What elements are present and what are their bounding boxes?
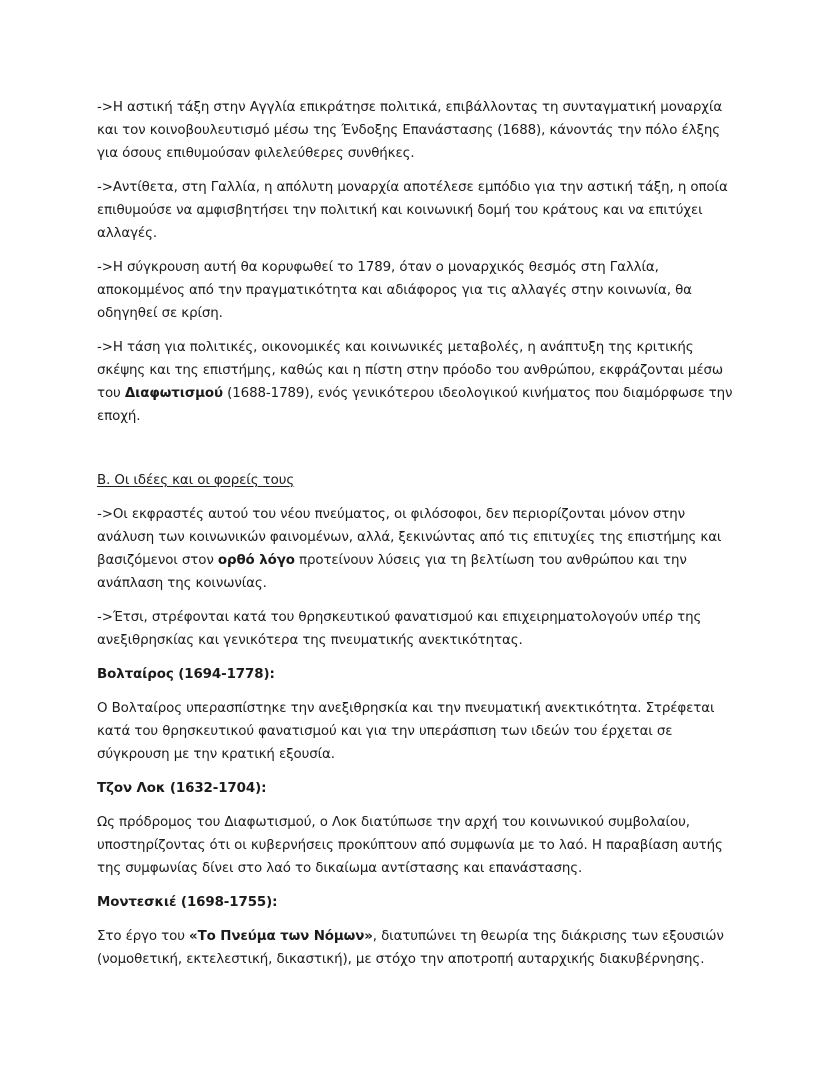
paragraph-france: [97, 176, 737, 245]
paragraph-enlightenment-text-start: ->Η τάση για πολιτικές, οικονομικές και κοινωνικές μεταβολές, η ανάπτυξη της κριτικής σκέψης και της επιστήμης, καθώς και η πίστη στην πρόοδο του ανθρώπου, εκφράζονται μέσω του: [97, 340, 723, 401]
paragraph-enlightenment: [97, 336, 737, 428]
paragraph-philosophers-text-end: προτείνουν λύσεις για τη βελτίωση του ανθρώπου και την ανάπλαση της κοινωνίας.: [97, 553, 687, 591]
montesquieu-text-end: , διατυπώνει τη θεωρία της διάκρισης των εξουσιών (νομοθετική, εκτελεστική, δικαστική), με στόχο την αποτροπή αυταρχικής διακυβέρνησης.: [97, 929, 724, 967]
document-page: [97, 96, 737, 982]
paragraph-tolerance: [97, 606, 737, 652]
enlightenment-term: Διαφωτισμού: [124, 386, 223, 401]
locke-text: Ως πρόδρομος του Διαφωτισμού, ο Λοκ διατύπωσε την αρχή του κοινωνικού συμβολαίου, υποστηρίζοντας ότι οι κυβερνήσεις προκύπτουν από συμφωνία με το λαό. Η παραβίαση αυτής της συμφωνίας δίνει στο λαό το δικαίωμα αντίστασης και επανάστασης.: [97, 815, 723, 876]
reason-term: ορθό λόγο: [217, 553, 295, 568]
paragraph-conflict-1789: [97, 256, 737, 325]
paragraph-tolerance-text: ->Έτσι, στρέφονται κατά του θρησκευτικού φανατισμού και επιχειρηματολογούν υπέρ της ανεξιθρησκίας και γενικότερα της πνευματικής ανεκτικότητας.: [97, 610, 702, 648]
voltaire-heading: Βολταίρος (1694-1778):: [97, 667, 275, 682]
montesquieu-paragraph: [97, 925, 737, 971]
paragraph-england-text: ->Η αστική τάξη στην Αγγλία επικράτησε πολιτικά, επιβάλλοντας τη συνταγματική μοναρχία και τον κοινοβουλευτισμό μέσω της Ένδοξης Επανάστασης (1688), κάνοντάς την πόλο έλξης για όσους επιθυμούσαν φιλελεύθερες συνθήκες.: [97, 100, 723, 161]
section-b-heading: Β. Οι ιδέες και οι φορείς τους: [97, 473, 295, 488]
locke-paragraph: [97, 811, 737, 880]
paragraph-france-text: ->Αντίθετα, στη Γαλλία, η απόλυτη μοναρχία αποτέλεσε εμπόδιο για την αστική τάξη, η οποία επιθυμούσε να αμφισβητήσει την πολιτική και κοινωνική δομή του κράτους και να επιτύχει αλλαγές.: [97, 180, 728, 241]
paragraph-philosophers-text-start: ->Οι εκφραστές αυτού του νέου πνεύματος, οι φιλόσοφοι, δεν περιορίζονται μόνον στην ανάλυση των κοινωνικών φαινομένων, αλλά, ξεκινώντας από τις επιτυχίες της επιστήμης και βασιζόμενοι στον: [97, 507, 722, 568]
locke-heading: Τζον Λοκ (1632-1704):: [97, 781, 267, 796]
voltaire-paragraph: [97, 697, 737, 766]
montesquieu-text-start: Στο έργο του: [97, 929, 190, 944]
paragraph-enlightenment-text-end: (1688-1789), ενός γενικότερου ιδεολογικού κινήματος που διαμόρφωσε την εποχή.: [97, 386, 733, 424]
paragraph-england: [97, 96, 737, 165]
voltaire-text: Ο Βολταίρος υπερασπίστηκε την ανεξιθρησκία και την πνευματική ανεκτικότητα. Στρέφεται κατά του θρησκευτικού φανατισμού και για την υπεράσπιση των ιδεών του έρχεται σε σύγκρουση με την κρατική εξουσία.: [97, 701, 715, 762]
paragraph-conflict-text: ->Η σύγκρουση αυτή θα κορυφωθεί το 1789, όταν ο μοναρχικός θεσμός στη Γαλλία, αποκομμένος από την πραγματικότητα και αδιάφορος για τις αλλαγές στην κοινωνία, θα οδηγηθεί σε κρίση.: [97, 260, 692, 321]
montesquieu-heading: Μοντεσκιέ (1698-1755):: [97, 895, 278, 910]
paragraph-philosophers: [97, 503, 737, 595]
spirit-of-laws-title: «Το Πνεύμα των Νόμων»: [189, 929, 373, 944]
